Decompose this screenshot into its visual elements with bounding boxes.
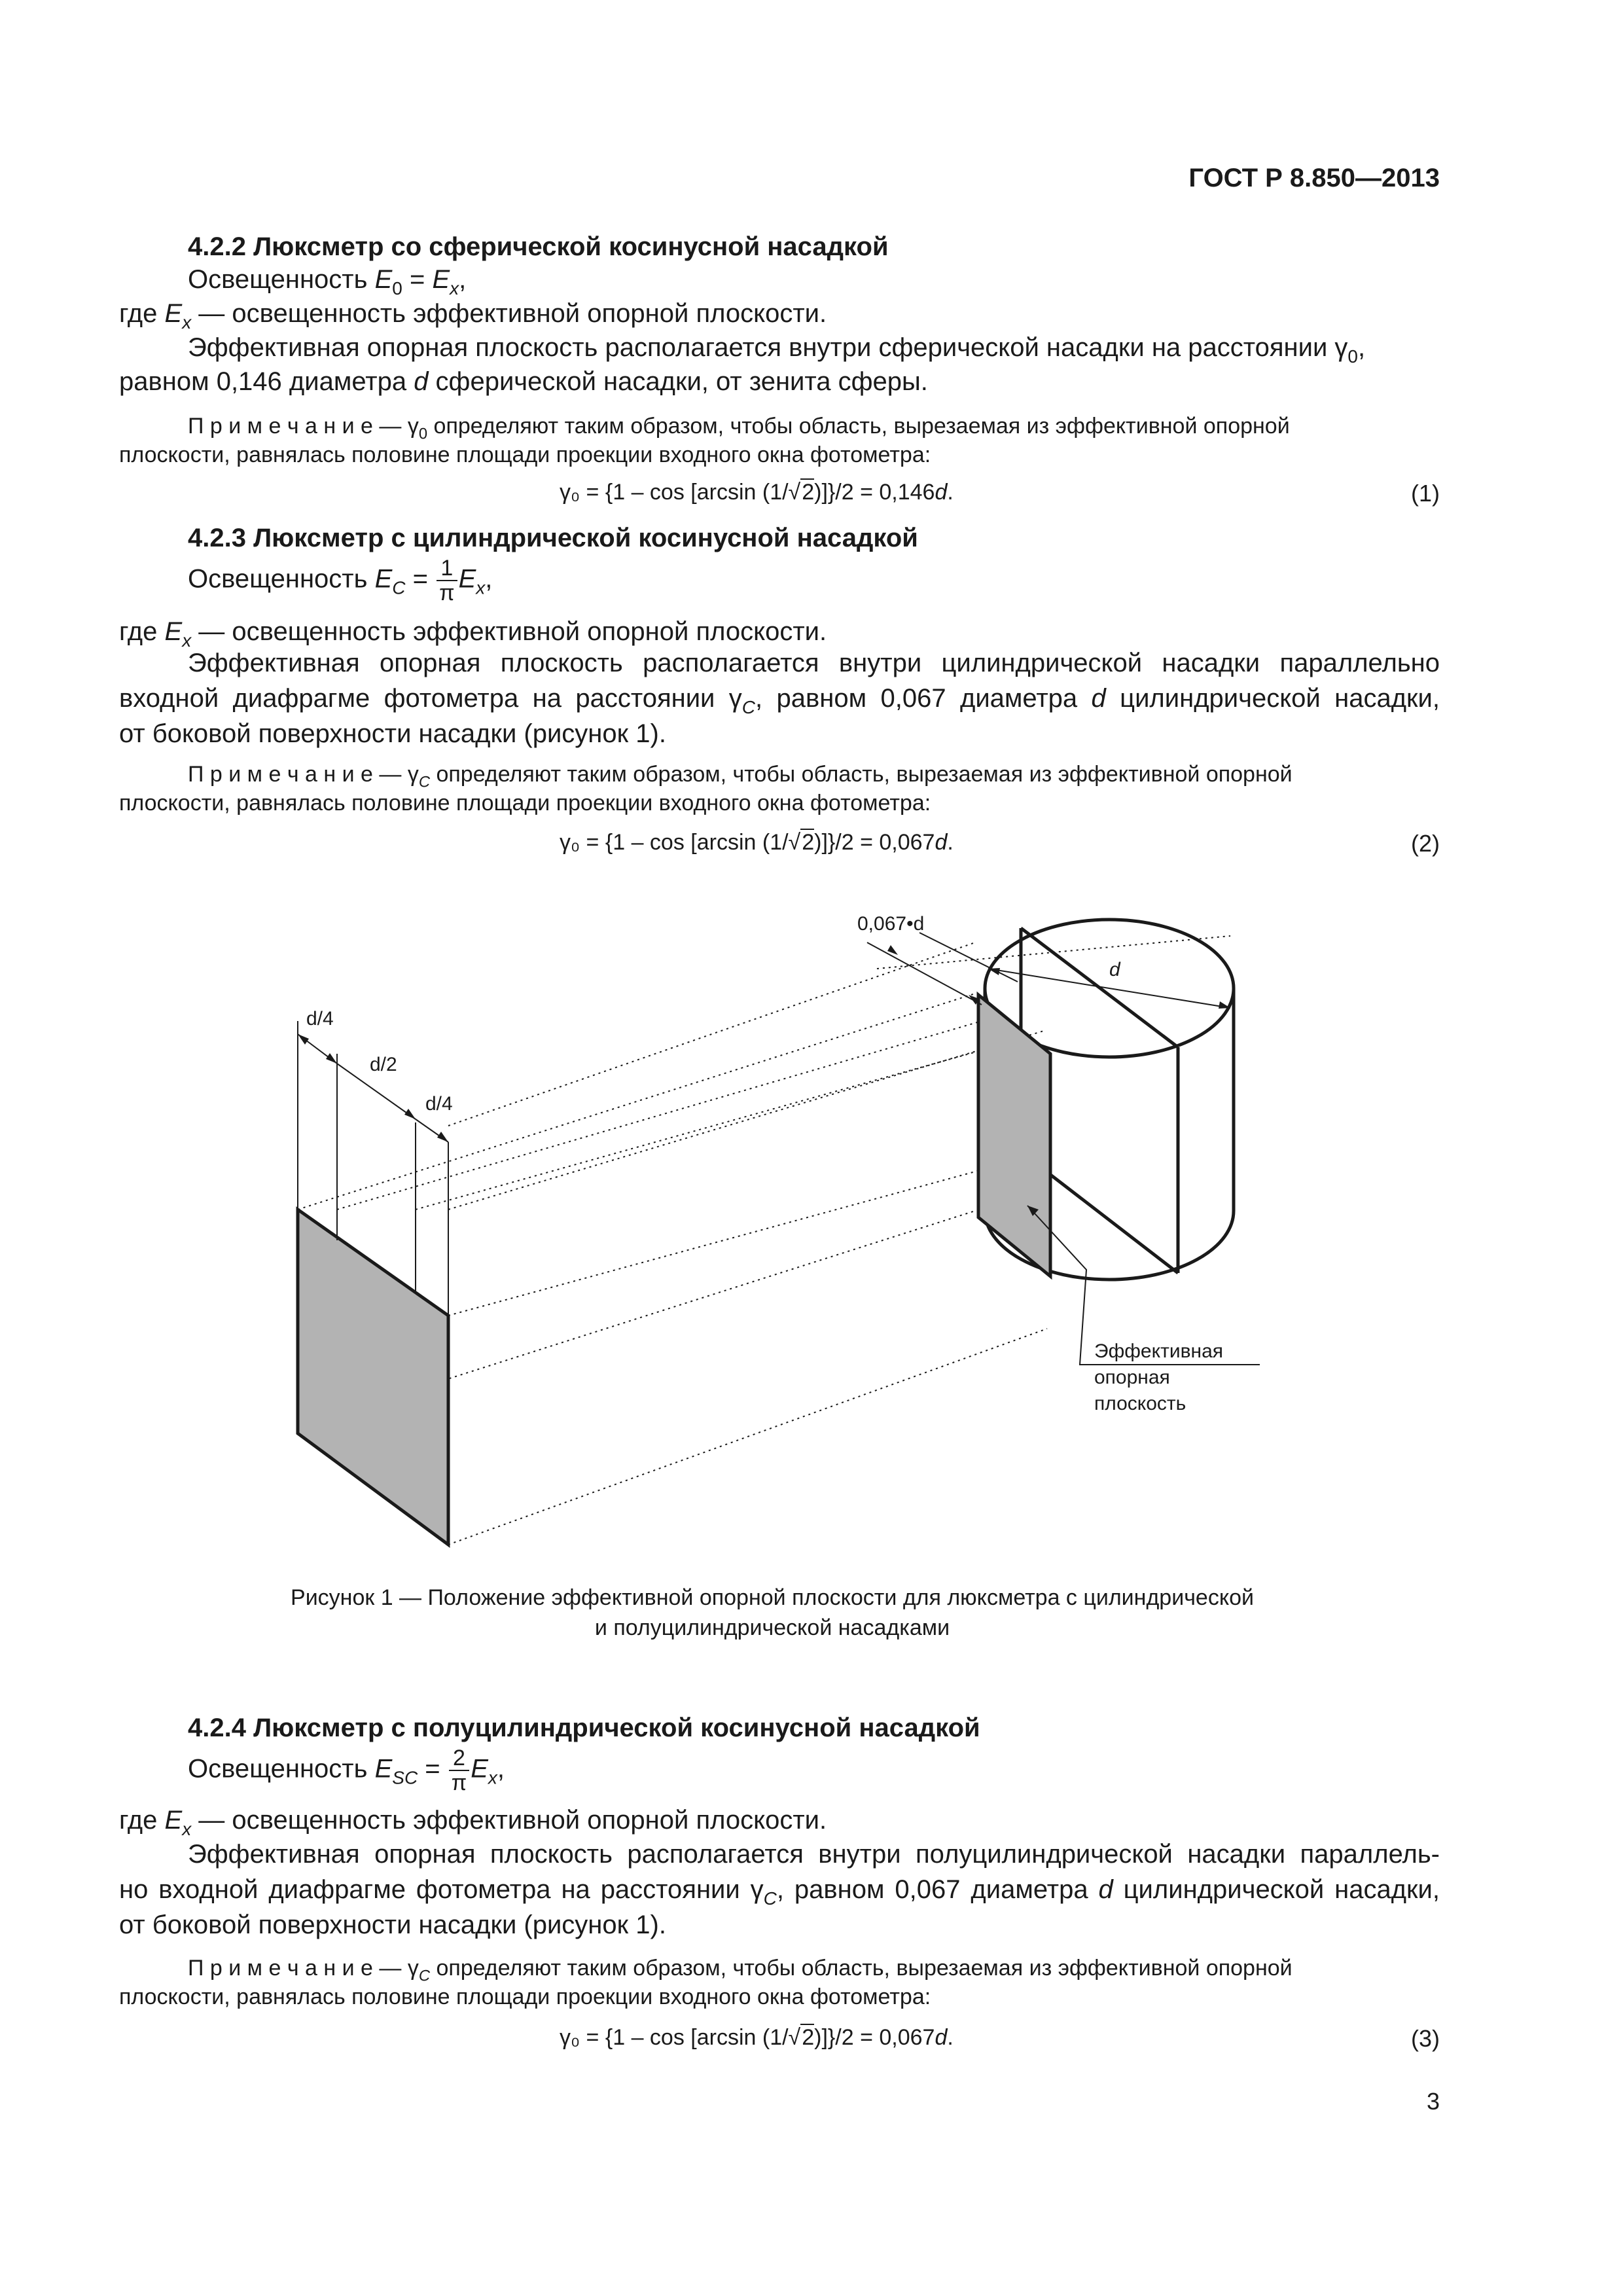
note-422-line1: П р и м е ч а н и е — $\gamma_0$ определяют таким образом, чтобы область, вырезаемая из эффективной опорной [188,414,1290,443]
note-423-line2: плоскости, равнялась половине площади проекции входного окна фотометра: [119,791,931,816]
arrow [298,1034,309,1045]
paragraph-423-line1: Эффективная опорная плоскость располагается внутри цилиндрической насадки параллельно [188,649,1440,677]
label-offset: 0,067•d [857,913,925,935]
illuminance-formula-423: Освещенность $E_C$ = $\frac{1}{\pi}$ $E_x$, [188,556,493,605]
paragraph-424-line3: от боковой поверхности насадки (рисунок 1). [119,1910,666,1939]
note-424-line1: П р и м е ч а н и е — $\gamma_C$ определяют таким образом, чтобы область, вырезаемая из эффективной опорной [188,1956,1293,1985]
paragraph-422-line2: равном 0,146 диаметра d сферической насадки, от зенита сферы. [119,367,928,396]
paragraph-423-line2: входной диафрагме фотометра на расстоянии $\gamma_C$, равном 0,067 диаметра d цилиндрической насадки, [119,684,1440,717]
equation-number-1: (1) [1411,480,1440,507]
paragraph-424-line1: Эффективная опорная плоскость располагается внутри полуцилиндрической насадки параллель- [188,1840,1440,1869]
equation-number-3: (3) [1411,2025,1440,2052]
note-424-line2: плоскости, равнялась половине площади проекции входного окна фотометра: [119,1984,931,2009]
effective-plane [978,995,1050,1276]
illuminance-formula-424: Освещенность $E_{SC}$ = $\frac{2}{\pi}$ $E_x$, [188,1746,505,1795]
figure-caption-line2: и полуцилиндрической насадками [594,1615,950,1640]
arrow [404,1109,416,1119]
arrow [326,1053,337,1064]
note-423-line1: П р и м е ч а н и е — $\gamma_C$ определяют таким образом, чтобы область, вырезаемая из эффективной опорной [188,762,1293,791]
formula-2: γ₀ = {1 – cos [arcsin (1/√2)]}/2 = 0,067d. [560,830,954,855]
section-4-2-2-heading: 4.2.2 Люксметр со сферической косинусной насадкой [188,232,889,261]
formula-1: γ₀ = {1 – cos [arcsin (1/√2)]}/2 = 0,146d. [560,480,954,505]
label-plane-1: Эффективная [1094,1340,1224,1362]
label-plane-2: опорная [1094,1367,1170,1388]
paragraph-424-line2: но входной диафрагме фотометра на расстоянии $\gamma_C$, равном 0,067 диаметра d цилиндрической насадки, [119,1875,1440,1909]
paragraph-423-line3: от боковой поверхности насадки (рисунок 1). [119,719,666,748]
section-4-2-3-heading: 4.2.3 Люксметр с цилиндрической косинусной насадкой [188,524,918,552]
arrow [437,1132,448,1142]
where-clause-424: где $E_x$ — освещенность эффективной опорной плоскости. [119,1806,827,1839]
label-d4-bottom: d/4 [425,1093,453,1115]
projected-plane [298,1210,448,1545]
illuminance-formula-422: Освещенность $E_0 = E_x$, [188,265,467,298]
formula-3: γ₀ = {1 – cos [arcsin (1/√2)]}/2 = 0,067d. [560,2025,954,2050]
where-clause-422: где $E_x$ — освещенность эффективной опорной плоскости. [119,299,827,332]
arrow [887,945,898,955]
note-422-line2: плоскости, равнялась половине площади проекции входного окна фотометра: [119,442,931,467]
label-d2: d/2 [370,1054,397,1075]
where-clause-423: где $E_x$ — освещенность эффективной опорной плоскости. [119,617,827,651]
document-code: ГОСТ Р 8.850—2013 [1188,164,1440,192]
label-d4-top: d/4 [306,1008,334,1030]
figure-caption-line1: Рисунок 1 — Положение эффективной опорной плоскости для люксметра с цилиндрической [291,1585,1254,1610]
section-4-2-4-heading: 4.2.4 Люксметр с полуцилиндрической косинусной насадкой [188,1713,980,1742]
dim-offset [867,942,982,1005]
label-d: d [1109,959,1120,980]
equation-number-2: (2) [1411,830,1440,857]
paragraph-422-line1: Эффективная опорная плоскость располагается внутри сферической насадки на расстоянии $\gamma_0$, [188,333,1366,367]
page-number: 3 [1426,2088,1440,2115]
label-plane-3: плоскость [1094,1393,1186,1414]
